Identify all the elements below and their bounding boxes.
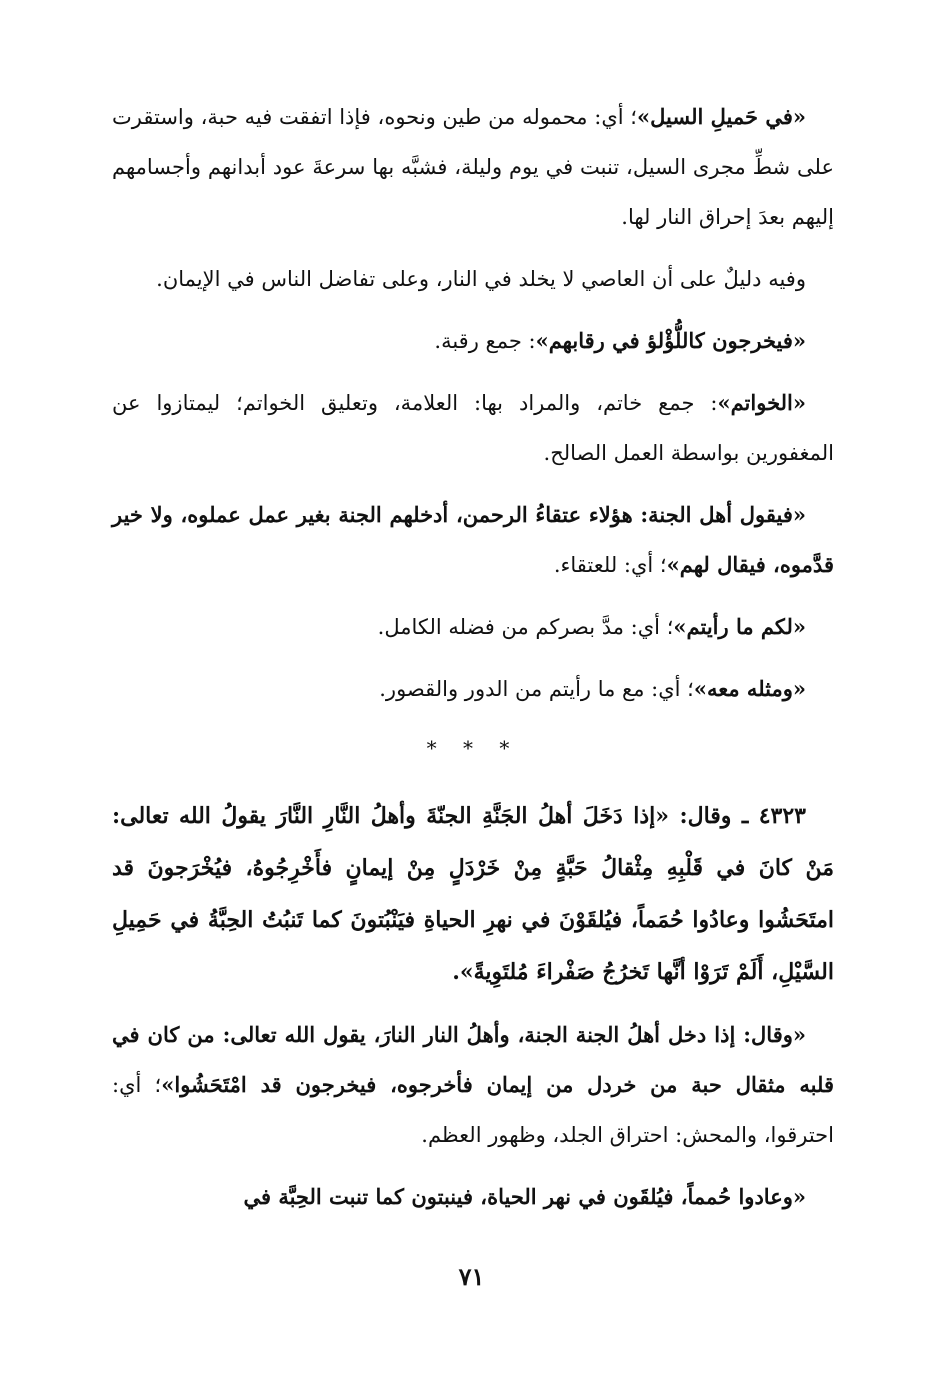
- paragraph: [112, 378, 834, 478]
- paragraph: [112, 490, 834, 590]
- hadith-intro: ـ وقال:: [669, 803, 749, 829]
- quoted-phrase: «فيقول أهل الجنة: هؤلاء عتقاءُ الرحمن، أدخلهم الجنة بغير عمل عملوه، ولا خير قدَّموه، فيقال لهم»: [112, 502, 834, 577]
- paragraph-text: ؛ أي: للعتقاء.: [553, 553, 667, 577]
- paragraph: [112, 1172, 834, 1222]
- paragraph-text: وفيه دليلٌ على أن العاصي لا يخلد في النار، وعلى تفاضل الناس في الإيمان.: [156, 267, 806, 291]
- paragraph-text: : جمع رقبة.: [434, 329, 536, 353]
- section-separator: * * *: [426, 736, 520, 760]
- quoted-phrase: «وعادوا حُمماً، فيُلقَون في نهر الحياة، فينبتون كما تنبت الحِبَّة في: [243, 1184, 806, 1209]
- paragraph: [112, 92, 834, 242]
- quoted-phrase: «ومثله معه»: [693, 676, 806, 701]
- paragraph-text: ؛ أي: مع ما رأيتم من الدور والقصور.: [379, 677, 694, 701]
- page-body: [112, 92, 834, 1292]
- paragraph: [112, 254, 834, 304]
- quoted-phrase: «الخواتم»: [717, 390, 806, 415]
- paragraph: [112, 602, 834, 652]
- hadith-body: «إذا دَخَلَ أهلُ الجَنَّةِ الجنّةَ وأهلُ النَّارِ النَّارَ يقولُ الله تعالى: مَنْ كانَ في قَلْبِهِ مِثْقالُ حَبَّةٍ مِنْ خَرْدَلٍ مِنْ إيمانٍ فأَخْرِجُوهُ، فيُخْرَجونَ قد امتَحَشُوا وعادُوا حُمَماً، فيُلقَوْنَ في نهرِ الحياةِ فيَنْبُتونَ كما تَنبُتُ الحِبَّةُ في حَمِيلِ السَّيْلِ، أَلَمْ تَرَوْا أنَّها تَخرُجُ صَفْراءَ مُلتَوِيةً».: [112, 803, 834, 985]
- paragraph: [112, 316, 834, 366]
- hadith-text: [112, 790, 834, 998]
- hadith-number: ٤٣٢٣: [758, 803, 806, 829]
- quoted-phrase: «لكم ما رأيتم»: [673, 614, 806, 639]
- paragraph: [112, 1010, 834, 1160]
- page-number: ٧١: [458, 1262, 485, 1291]
- paragraph-text: ؛ أي: محموله من طين ونحوه، فإذا اتفقت فيه حبة، واستقرت على شطِّ مجرى السيل، تنبت في يوم وليلة، فشبَّه بها سرعةَ عود أبدانهم وأجسامهم إليهم بعدَ إحراق النار لها.: [112, 105, 834, 229]
- paragraph-text: ؛ أي: مدَّ بصركم من فضله الكامل.: [377, 615, 674, 639]
- quoted-phrase: «وقال: إذا دخل أهلُ الجنة الجنة، وأهلُ النار النارَ، يقول الله تعالى: من كان في قلبه مثقال حبة من خردل من إيمان فأخرجوه، فيخرجون قد امْتَحَشُوا»: [112, 1022, 834, 1097]
- paragraph: [112, 664, 834, 714]
- quoted-phrase: «في حَميلِ السيل»: [636, 104, 807, 129]
- quoted-phrase: «فيخرجون كاللُّؤْلؤ في رقابهم»: [535, 328, 806, 353]
- paragraph-text: ؛ أي: احترقوا، والمحش: احتراق الجلد، وظهور العظم.: [112, 1073, 834, 1147]
- paragraph-text: : جمع خاتم، والمراد بها: العلامة، وتعليق الخواتم؛ ليمتازوا عن المغفورين بواسطة العمل الصالح.: [112, 391, 834, 465]
